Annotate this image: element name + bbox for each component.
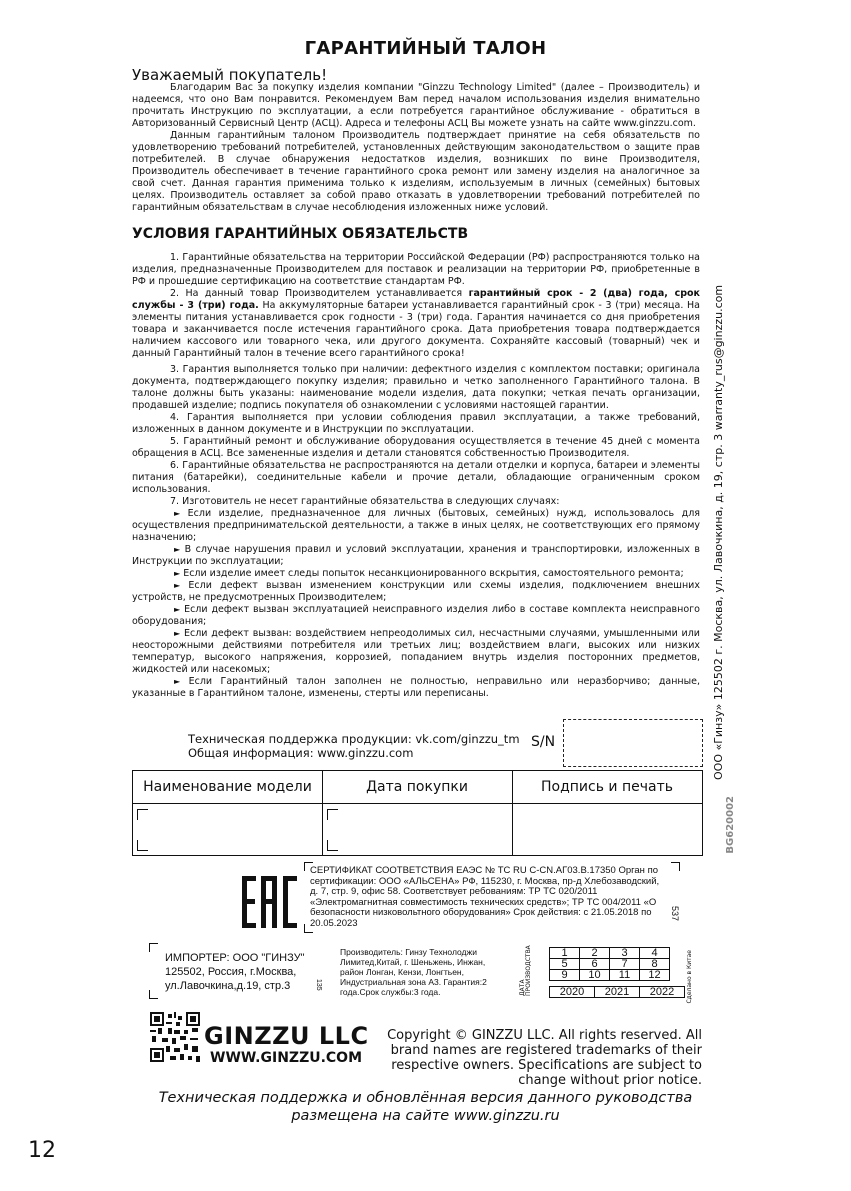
bullet-item xyxy=(132,676,700,700)
page-title: ГАРАНТИЙНЫЙ ТАЛОН xyxy=(304,38,547,59)
month-cell: 3 xyxy=(610,948,640,959)
certificate-side-number: 537 xyxy=(670,906,680,922)
month-cell: 6 xyxy=(580,959,610,970)
made-in-china-label: Сделано в Китае xyxy=(686,950,693,1004)
bullet-marker-icon: ► xyxy=(174,545,181,554)
eac-mark-icon xyxy=(242,876,298,928)
footer-line: Техническая поддержка и обновлённая версия данного руководства xyxy=(158,1090,693,1106)
intro-paragraph-1: Благодарим Вас за покупку изделия компании "Ginzzu Technology Limited" (далее – Производитель) и надеемся, что оно Вам понравится. Рекомендуем Вам перед началом использования изделия внимательно прочитать Инструкцию по эксплуатации, а если потребуется гарантийное обслуживание - обратиться в Авторизованный Сервисный Центр (АСЦ). Адреса и телефоны АСЦ Вы можете узнать на сайте www.ginzzu.com. xyxy=(132,82,700,129)
year-cell: 2020 xyxy=(550,987,595,998)
signature-stamp-header: Подпись и печать xyxy=(512,771,702,804)
bullet-marker-icon: ► xyxy=(174,605,181,614)
bullet-item xyxy=(132,508,700,544)
condition-2-bold: гарантийный срок - 2 (два) года, срок службы - 3 (три) года. xyxy=(132,288,700,311)
conditions-heading: УСЛОВИЯ ГАРАНТИЙНЫХ ОБЯЗАТЕЛЬСТВ xyxy=(132,226,469,242)
bullet-marker-icon: ► xyxy=(174,509,181,518)
footer-line: размещена на сайте www.ginzzu.ru xyxy=(291,1108,560,1124)
month-cell: 11 xyxy=(610,970,640,981)
condition-1: 1. Гарантийные обязательства на территории Российской Федерации (РФ) распространяются только на изделия, предназначенные Производителем для поставок и реализации на территории РФ, приобретенные в РФ и прошедшие сертификацию на соответствие стандартам РФ. xyxy=(132,252,700,287)
copyright-notice: Copyright © GINZZU LLC. All rights reserved. All brand names are registered trademarks of their respective owners. Specifications are subject to change without prior notice. xyxy=(387,1028,702,1088)
production-date-label: ДАТА ПРОИЗВОДСТВА xyxy=(519,945,532,996)
condition-3: 3. Гарантия выполняется только при наличии: дефектного изделия с комплектом поставки; оригинала документа, подтверждающего покупку изделия; правильно и четко заполненного Гарантийного талона. В талоне должны быть указаны: наименование модели изделия, дата покупки; четкая печать организации, продавшей изделие; подпись покупателя об ознакомлении с условиями настоящей гарантии. xyxy=(132,364,700,411)
vertical-address: ООО «Гинзу» 125502 г. Москва, ул. Лавочкина, д. 19, стр. 3 warranty_rus@ginzzu.com xyxy=(712,284,725,780)
condition-7: 7. Изготовитель не несет гарантийные обязательства в следующих случаях: xyxy=(170,496,560,507)
signature-cell[interactable] xyxy=(517,809,697,851)
intro-paragraph-2: Данным гарантийным талоном Производитель подтверждает принятие на себя обязательств по удовлетворению требований потребителей, установленных действующим законодательством о защите прав потребителей. В случае обнаружения недостатков изделия, возникших по вине Производителя, Производитель обеспечивает в течение гарантийного срока ремонт или замену изделия на аналогичное за свой счет. Данная гарантия применима только к изделиям, используемым в личных (семейных) бытовых целях. Производитель оставляет за собой право отказать в удовлетворении требований потребителей по гарантийным обязательствам в случае несоблюдения изложенных ниже условий. xyxy=(132,130,700,213)
importer-line: ул.Лавочкина,д.19, стр.3 xyxy=(165,980,291,992)
warranty-fill-table xyxy=(132,770,703,856)
bullet-marker-icon: ► xyxy=(174,569,181,578)
bullet-item xyxy=(132,544,700,568)
production-year-row xyxy=(549,986,685,998)
condition-5: 5. Гарантийный ремонт и обслуживание оборудования осуществляется в течение 45 дней с момента обращения в АСЦ. Все замененные изделия и детали становятся собственностью Производителя. xyxy=(132,436,700,459)
bullet-text: Если дефект вызван изменением конструкции или схемы изделия, подключением внешних устройств, не предусмотренных Производителем; xyxy=(132,580,700,603)
brand-url[interactable]: WWW.GINZZU.COM xyxy=(210,1050,363,1066)
month-cell: 1 xyxy=(550,948,580,959)
bullet-item xyxy=(132,568,700,580)
page-number: 12 xyxy=(28,1138,56,1163)
producer-block: Производитель: Гинзу Технолоджи Лимитед,Китай, г. Шеньжень, Инжан, район Лонган, Кензи, Лонгтьен, Индустриальная зона А3. Гарантия:2 года.Срок службы:3 года. xyxy=(340,947,487,997)
importer-line: 125502, Россия, г.Москва, xyxy=(165,966,297,978)
importer-side-number: 135 xyxy=(315,979,322,991)
condition-2-end: На аккумуляторные батареи устанавливается гарантийный срок - 3 (три) месяца. На элементы питания устанавливается срок годности - 3 (три) года. Гарантия начинается со дня приобретения товара и заканчивается после истечения гарантийного срока. Дата приобретения товара подтверждается наличием кассового или товарного чека, или другого документа. Сохраняйте кассовый (товарный) чек и данный Гарантийный талон в течение всего гарантийного срока! xyxy=(132,300,700,359)
conditions-list xyxy=(132,252,700,700)
month-cell: 9 xyxy=(550,970,580,981)
bullet-marker-icon: ► xyxy=(174,629,181,638)
month-cell: 10 xyxy=(580,970,610,981)
general-info-line: Общая информация: www.ginzzu.com xyxy=(188,746,414,760)
intro-text xyxy=(132,82,700,214)
bullet-text: Если дефект вызван: воздействием непреодолимых сил, несчастными случаями, умышленными или неосторожными действиями потребителя или третьих лиц; воздействием влаги, высоких или низких температур, высокого напряжения, коррозией, попаданием внутрь изделия посторонних предметов, жидкостей или насекомых; xyxy=(132,628,700,675)
year-cell: 2021 xyxy=(595,987,640,998)
certificate-block xyxy=(310,865,680,929)
production-date-grid xyxy=(549,947,670,981)
support-info xyxy=(188,732,520,760)
table-divider xyxy=(512,771,513,855)
month-cell: 8 xyxy=(640,959,670,970)
support-line: Техническая поддержка продукции: vk.com/ginzzu_tm xyxy=(188,732,520,746)
month-cell: 7 xyxy=(610,959,640,970)
brand-name: GINZZU LLC xyxy=(204,1022,369,1050)
bullet-item xyxy=(132,580,700,604)
year-cell: 2022 xyxy=(640,987,685,998)
footer-note xyxy=(0,1089,851,1125)
model-name-cell[interactable] xyxy=(137,809,317,851)
condition-2-start: 2. На данный товар Производителем устанавливается xyxy=(170,288,469,299)
bullet-item xyxy=(132,628,700,676)
condition-6: 6. Гарантийные обязательства не распространяются на детали отделки и корпуса, батареи и элементы питания (батарейки), соединительные кабели и прочие детали, обладающие ограниченным сроком использования. xyxy=(132,460,700,495)
importer-block xyxy=(165,951,322,993)
bullet-text: Если дефект вызван эксплуатацией неисправного изделия либо в составе комплекта неисправного оборудования; xyxy=(132,604,700,627)
certificate-text: СЕРТИФИКАТ СООТВЕТСТВИЯ ЕАЭС № TC RU C-CN.АГ03.В.17350 Орган по сертификации: ООО «АЛЬСЕНА» РФ, 115230, г. Москва, пр-д Хлебозаводский, д. 7, стр. 9, офис 58. Соответствует ребованиям: ТР ТС 020/2011 «Электромагнитная совместимость технических средств»; ТР ТС 004/2011 «О безопасности низковольтного оборудования» Срок действия: с 21.05.2018 по 20.05.2023 xyxy=(310,865,660,929)
bullet-text: Если изделие, предназначенное для личных (бытовых, семейных) нужд, использовалось для осуществления предпринимательской деятельности, а также в иных целях, не соответствующих его прямому назначению; xyxy=(132,508,700,543)
bullet-marker-icon: ► xyxy=(174,677,181,686)
importer-line: ИМПОРТЕР: ООО "ГИНЗУ" xyxy=(165,952,305,964)
bullet-text: В случае нарушения правил и условий эксплуатации, хранения и транспортировки, изложенных в Инструкции по эксплуатации; xyxy=(132,544,700,567)
bullet-text: Если изделие имеет следы попыток несанкционированного вскрытия, самостоятельного ремонта; xyxy=(183,568,684,579)
month-cell: 4 xyxy=(640,948,670,959)
month-cell: 12 xyxy=(640,970,670,981)
bullet-text: Если Гарантийный талон заполнен не полностью, неправильно или неразборчиво; данные, указанные в Гарантийном талоне, изменены, стерты или переписаны. xyxy=(132,676,700,699)
bullet-marker-icon: ► xyxy=(174,581,181,590)
purchase-date-header: Дата покупки xyxy=(322,771,512,804)
purchase-date-cell[interactable] xyxy=(327,809,507,851)
condition-2 xyxy=(132,288,700,360)
serial-number-field[interactable] xyxy=(563,719,703,767)
condition-4: 4. Гарантия выполняется при условии соблюдения правил эксплуатации, а также требований, изложенных в данном документе и в Инструкции по эксплуатации. xyxy=(132,412,700,435)
greeting-heading: Уважаемый покупатель! xyxy=(132,66,328,84)
bullet-item xyxy=(132,604,700,628)
table-divider xyxy=(322,771,323,855)
model-name-header: Наименование модели xyxy=(133,771,322,804)
month-cell: 2 xyxy=(580,948,610,959)
product-code: BG620002 xyxy=(725,796,736,854)
serial-number-label: S/N xyxy=(531,734,556,750)
month-cell: 5 xyxy=(550,959,580,970)
qr-code-icon xyxy=(150,1012,200,1062)
